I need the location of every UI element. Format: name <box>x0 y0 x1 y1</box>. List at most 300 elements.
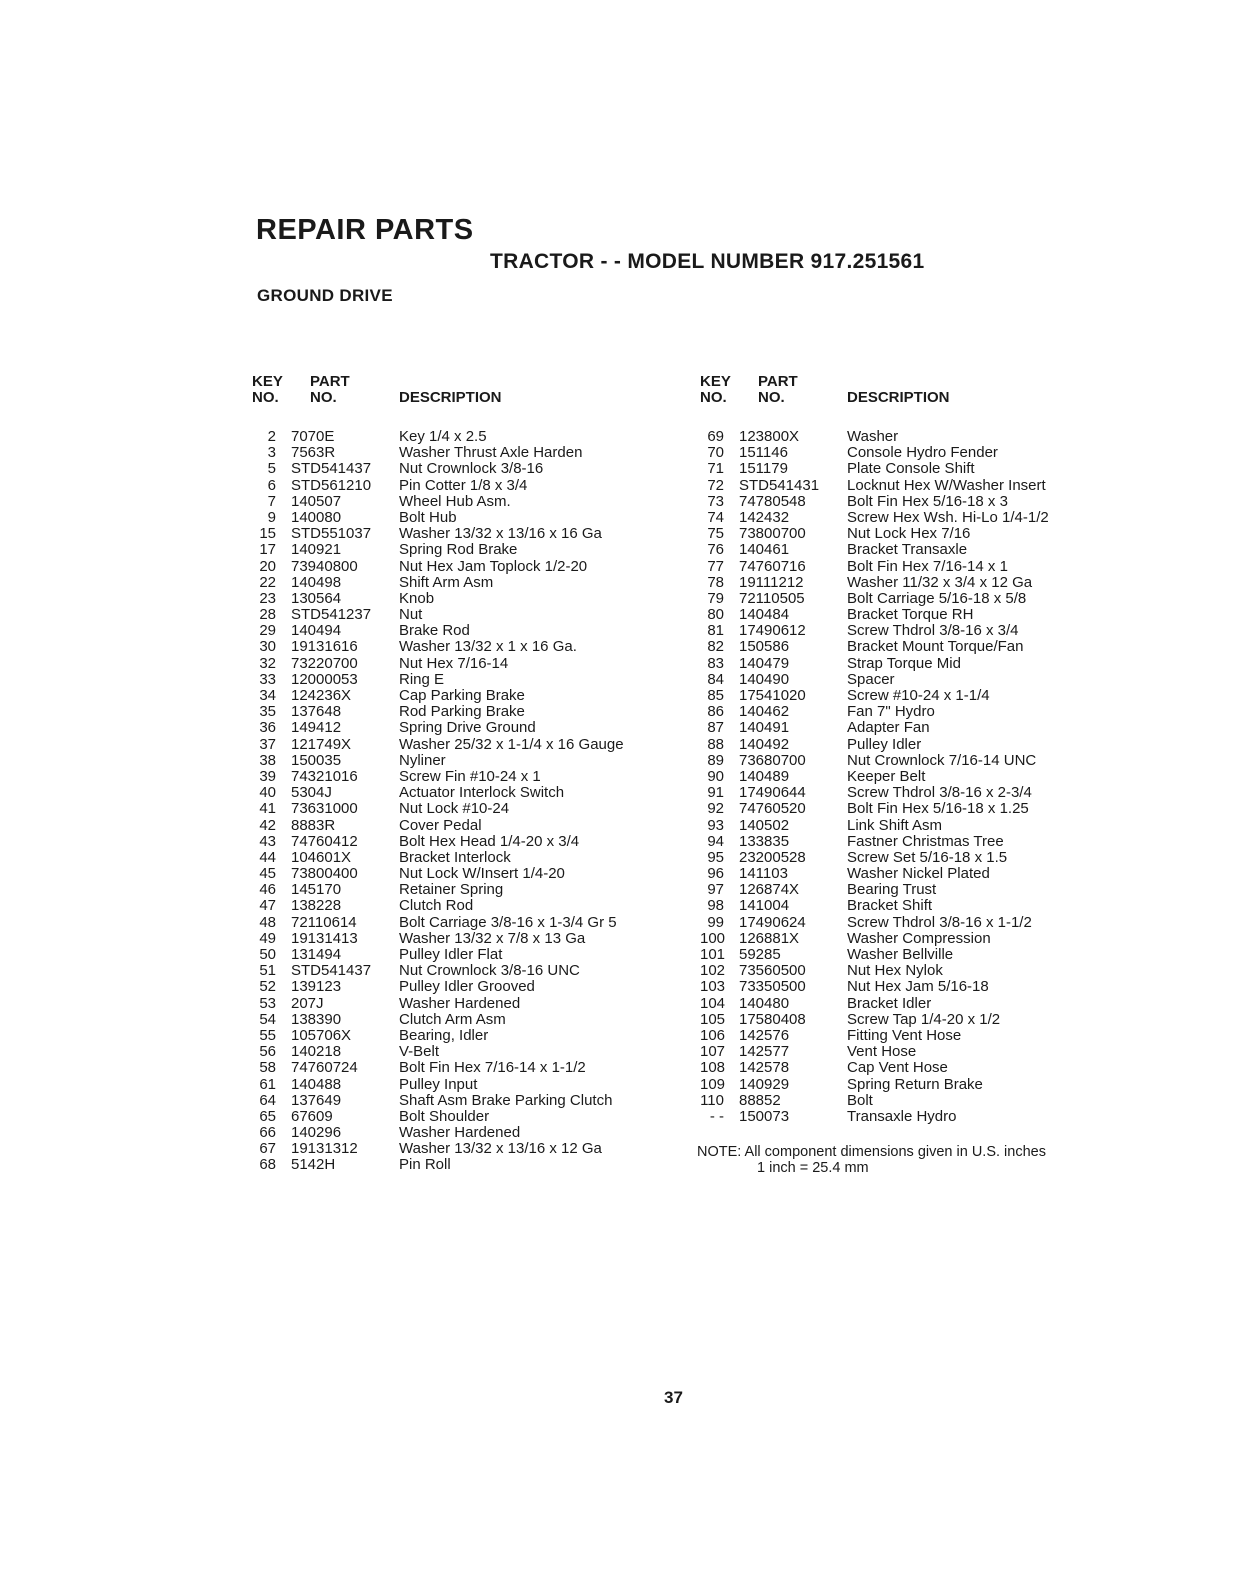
part-description: Cap Parking Brake <box>399 687 525 704</box>
part-number: 73800700 <box>739 525 806 543</box>
part-number: 140479 <box>739 654 790 672</box>
table-row <box>700 1060 1120 1076</box>
table-row <box>252 542 672 558</box>
part-description: Nut Lock #10-24 <box>399 800 510 818</box>
table-row <box>252 1028 672 1044</box>
part-number: 73350500 <box>739 978 806 996</box>
part-description: Bolt Hex Head 1/4-20 x 3/4 <box>399 832 580 850</box>
key-number: 47 <box>259 897 276 915</box>
part-number: 74760724 <box>291 1059 358 1077</box>
part-number: STD561210 <box>291 476 372 494</box>
key-number: 48 <box>259 913 276 931</box>
part-number: 19131312 <box>291 1140 358 1158</box>
key-number: 86 <box>707 703 724 721</box>
key-number: 69 <box>707 428 724 445</box>
table-row <box>252 1157 672 1173</box>
key-number: 58 <box>259 1059 276 1077</box>
table-row <box>252 818 672 834</box>
table-row <box>252 575 672 591</box>
key-number: 36 <box>259 719 276 737</box>
part-number: 207J <box>291 994 324 1012</box>
part-description: Bolt Carriage 3/8-16 x 1-3/4 Gr 5 <box>399 913 617 931</box>
table-row <box>252 947 672 963</box>
header-description: DESCRIPTION <box>847 389 950 406</box>
table-row <box>252 1125 672 1141</box>
page-title: REPAIR PARTS <box>256 214 474 246</box>
part-number: 74321016 <box>291 767 358 785</box>
part-number: 73220700 <box>291 654 358 672</box>
part-number: 140502 <box>739 816 790 834</box>
parts-table-right <box>700 372 1120 1125</box>
part-description: Pulley Idler Grooved <box>399 978 535 996</box>
part-number: 140507 <box>291 492 342 510</box>
table-row <box>700 445 1120 461</box>
key-number: 65 <box>259 1107 276 1125</box>
key-number: 74 <box>707 508 724 526</box>
key-number: 75 <box>707 525 724 543</box>
part-description: Key 1/4 x 2.5 <box>399 428 487 445</box>
part-description: Bracket Shift <box>847 897 933 915</box>
part-description: Washer Bellville <box>847 946 954 963</box>
key-number: 90 <box>707 767 724 785</box>
key-number: 76 <box>707 541 724 559</box>
key-number: 17 <box>259 541 276 559</box>
table-row <box>252 429 672 445</box>
table-row <box>252 559 672 575</box>
table-row <box>252 445 672 461</box>
part-description: Screw Set 5/16-18 x 1.5 <box>847 848 1008 866</box>
part-number: STD541437 <box>291 460 372 478</box>
table-row <box>700 753 1120 769</box>
part-number: 74760716 <box>739 557 806 575</box>
table-row <box>700 834 1120 850</box>
part-description: Nut Lock W/Insert 1/4-20 <box>399 865 565 883</box>
key-number: 85 <box>707 687 724 704</box>
table-row <box>252 866 672 882</box>
part-description: Washer 13/32 x 13/16 x 16 Ga <box>399 525 602 543</box>
key-number: 53 <box>259 994 276 1012</box>
table-row <box>700 704 1120 720</box>
key-number: 82 <box>707 638 724 656</box>
table-row <box>252 801 672 817</box>
part-number: 145170 <box>291 881 342 899</box>
part-number: 138228 <box>291 897 342 915</box>
part-number: 140929 <box>739 1075 790 1093</box>
key-number: 34 <box>259 687 276 704</box>
part-description: Adapter Fan <box>847 719 930 737</box>
part-number: 140461 <box>739 541 790 559</box>
key-number: 107 <box>700 1043 726 1061</box>
key-number: 84 <box>707 670 724 688</box>
part-number: 74760412 <box>291 832 358 850</box>
part-description: Pin Cotter 1/8 x 3/4 <box>399 476 528 494</box>
key-number: 94 <box>707 832 724 850</box>
part-description: Ring E <box>399 670 445 688</box>
key-number: 54 <box>259 1010 276 1028</box>
table-row <box>700 979 1120 995</box>
part-number: 17490644 <box>739 784 806 802</box>
part-number: 142577 <box>739 1043 790 1061</box>
header-part-no: NO. <box>310 389 337 406</box>
part-description: Spring Drive Ground <box>399 719 536 737</box>
table-row <box>700 1012 1120 1028</box>
table-row <box>252 607 672 623</box>
part-number: 150035 <box>291 751 342 769</box>
part-description: V-Belt <box>399 1043 440 1061</box>
table-row <box>700 461 1120 477</box>
table-row <box>700 769 1120 785</box>
key-number: 92 <box>707 800 724 818</box>
part-description: Pin Roll <box>399 1156 451 1174</box>
table-row <box>700 656 1120 672</box>
part-number: 151146 <box>739 444 788 462</box>
part-number: 141004 <box>739 897 790 915</box>
key-number: 104 <box>700 994 726 1012</box>
header-key-no: NO. <box>252 389 279 406</box>
table-row <box>252 1012 672 1028</box>
table-row <box>252 639 672 655</box>
part-description: Wheel Hub Asm. <box>399 492 511 510</box>
part-number: 140494 <box>291 622 342 640</box>
key-number: 33 <box>259 670 276 688</box>
table-row <box>252 1060 672 1076</box>
key-number: 38 <box>259 751 276 769</box>
part-number: 74780548 <box>739 492 806 510</box>
part-number: 130564 <box>291 589 342 607</box>
part-description: Nut <box>399 606 423 624</box>
key-number: 101 <box>700 946 726 963</box>
part-number: 73800400 <box>291 865 358 883</box>
key-number: 37 <box>259 735 276 753</box>
part-number: STD551037 <box>291 525 372 543</box>
key-number: 99 <box>707 913 724 931</box>
key-number: 83 <box>707 654 724 672</box>
part-number: 123800X <box>739 428 800 445</box>
key-number: 64 <box>259 1091 276 1109</box>
part-description: Nut Hex Jam Toplock 1/2-20 <box>399 557 588 575</box>
header-key-no: NO. <box>700 389 727 406</box>
part-description: Bearing Trust <box>847 881 937 899</box>
table-row <box>252 769 672 785</box>
key-number: 81 <box>707 622 724 640</box>
part-description: Brake Rod <box>399 622 470 640</box>
key-number: 78 <box>707 573 724 591</box>
header-part: PART <box>310 373 350 390</box>
table-row <box>700 623 1120 639</box>
part-description: Vent Hose <box>847 1043 917 1061</box>
table-row <box>700 639 1120 655</box>
table-row <box>700 607 1120 623</box>
table-row <box>700 1028 1120 1044</box>
part-description: Fan 7" Hydro <box>847 703 935 721</box>
part-number: 140218 <box>291 1043 342 1061</box>
table-row <box>252 1044 672 1060</box>
key-number: 109 <box>700 1075 726 1093</box>
part-number: 138390 <box>291 1010 342 1028</box>
part-number: 124236X <box>291 687 352 704</box>
part-number: 137649 <box>291 1091 342 1109</box>
part-description: Nut Crownlock 3/8-16 UNC <box>399 962 580 980</box>
key-number: 80 <box>707 606 724 624</box>
key-number: 22 <box>259 573 276 591</box>
note-line-1: NOTE: All component dimensions given in U.S. inches <box>697 1144 1046 1160</box>
key-number: 28 <box>259 606 276 624</box>
key-number: 29 <box>259 622 276 640</box>
part-description: Transaxle Hydro <box>847 1107 957 1125</box>
part-number: 17490624 <box>739 913 806 931</box>
table-row <box>700 1077 1120 1093</box>
table-row <box>252 850 672 866</box>
table-row <box>700 429 1120 445</box>
part-description: Actuator Interlock Switch <box>399 784 565 802</box>
part-description: Nut Hex Jam 5/16-18 <box>847 978 989 996</box>
table-row <box>252 1109 672 1125</box>
part-description: Fitting Vent Hose <box>847 1026 962 1044</box>
table-row <box>700 1109 1120 1125</box>
table-row <box>700 526 1120 542</box>
table-row <box>252 753 672 769</box>
table-row <box>700 510 1120 526</box>
part-number: 74760520 <box>739 800 806 818</box>
part-number: 67609 <box>291 1107 333 1125</box>
table-row <box>700 478 1120 494</box>
part-description: Washer Thrust Axle Harden <box>399 444 583 462</box>
table-row <box>252 656 672 672</box>
table-row <box>252 510 672 526</box>
table-row <box>700 575 1120 591</box>
part-description: Bracket Mount Torque/Fan <box>847 638 1024 656</box>
part-description: Bracket Torque RH <box>847 606 974 624</box>
part-description: Bolt Hub <box>399 508 457 526</box>
table-row <box>700 882 1120 898</box>
part-description: Retainer Spring <box>399 881 504 899</box>
part-description: Washer Hardened <box>399 1124 521 1142</box>
part-number: 72110614 <box>291 913 357 931</box>
table-row <box>700 850 1120 866</box>
note-line-2: 1 inch = 25.4 mm <box>757 1160 869 1176</box>
key-number: 9 <box>267 508 276 526</box>
table-row <box>252 882 672 898</box>
part-description: Nut Hex Nylok <box>847 962 943 980</box>
part-description: Link Shift Asm <box>847 816 943 834</box>
part-number: 5304J <box>291 784 332 802</box>
key-number: - - <box>709 1107 724 1125</box>
part-description: Screw Tap 1/4-20 x 1/2 <box>847 1010 1001 1028</box>
part-number: 140921 <box>291 541 342 559</box>
part-number: 59285 <box>739 946 781 963</box>
part-number: 73680700 <box>739 751 806 769</box>
part-number: 149412 <box>291 719 342 737</box>
table-row <box>252 623 672 639</box>
key-number: 3 <box>267 444 276 462</box>
part-number: 73560500 <box>739 962 806 980</box>
key-number: 56 <box>259 1043 276 1061</box>
key-number: 100 <box>700 929 726 947</box>
table-row <box>700 898 1120 914</box>
table-row <box>252 704 672 720</box>
part-number: 140488 <box>291 1075 342 1093</box>
part-number: 151179 <box>739 460 788 478</box>
table-row <box>700 1093 1120 1109</box>
key-number: 49 <box>259 929 276 947</box>
part-number: 19111212 <box>739 573 804 591</box>
part-description: Bolt <box>847 1091 873 1109</box>
part-number: 23200528 <box>739 848 806 866</box>
table-row <box>700 963 1120 979</box>
parts-list-right <box>700 429 1120 1125</box>
key-number: 96 <box>707 865 724 883</box>
key-number: 68 <box>259 1156 276 1174</box>
table-row <box>252 1077 672 1093</box>
part-description: Bolt Fin Hex 7/16-14 x 1-1/2 <box>399 1059 586 1077</box>
part-number: 73940800 <box>291 557 358 575</box>
part-number: 17541020 <box>739 687 806 704</box>
key-number: 7 <box>267 492 276 510</box>
table-row <box>252 898 672 914</box>
part-number: 19131413 <box>291 929 358 947</box>
parts-list-left <box>252 429 672 1174</box>
part-number: 142578 <box>739 1059 790 1077</box>
part-number: STD541237 <box>291 606 372 624</box>
key-number: 45 <box>259 865 276 883</box>
key-number: 39 <box>259 767 276 785</box>
part-number: 133835 <box>739 832 790 850</box>
part-number: 150073 <box>739 1107 790 1125</box>
part-description: Washer 11/32 x 3/4 x 12 Ga <box>847 573 1033 591</box>
table-row <box>252 737 672 753</box>
table-row <box>700 542 1120 558</box>
part-description: Knob <box>399 589 435 607</box>
part-number: 140080 <box>291 508 342 526</box>
key-number: 102 <box>700 962 726 980</box>
part-description: Screw Thdrol 3/8-16 x 1-1/2 <box>847 913 1032 931</box>
key-number: 46 <box>259 881 276 899</box>
key-number: 15 <box>259 525 276 543</box>
key-number: 97 <box>707 881 724 899</box>
table-row <box>252 785 672 801</box>
table-row <box>252 1093 672 1109</box>
part-description: Locknut Hex W/Washer Insert <box>847 476 1046 494</box>
part-number: 17580408 <box>739 1010 806 1028</box>
part-description: Clutch Rod <box>399 897 474 915</box>
page-number: 37 <box>664 1388 683 1407</box>
key-number: 35 <box>259 703 276 721</box>
model-subtitle: TRACTOR - - MODEL NUMBER 917.251561 <box>490 250 925 273</box>
part-description: Plate Console Shift <box>847 460 975 478</box>
part-description: Pulley Input <box>399 1075 478 1093</box>
part-description: Screw Thdrol 3/8-16 x 3/4 <box>847 622 1019 640</box>
part-number: 140491 <box>739 719 790 737</box>
table-header <box>700 372 1120 412</box>
parts-table-left <box>252 372 672 1174</box>
table-row <box>700 591 1120 607</box>
part-description: Nut Crownlock 7/16-14 UNC <box>847 751 1037 769</box>
header-part: PART <box>758 373 798 390</box>
part-description: Washer Compression <box>847 929 991 947</box>
part-description: Shift Arm Asm <box>399 573 494 591</box>
section-heading: GROUND DRIVE <box>257 286 393 305</box>
part-number: 88852 <box>739 1091 781 1109</box>
part-description: Washer 13/32 x 1 x 16 Ga. <box>399 638 577 656</box>
part-description: Screw #10-24 x 1-1/4 <box>847 687 990 704</box>
key-number: 5 <box>267 460 276 478</box>
key-number: 66 <box>259 1124 276 1142</box>
key-number: 95 <box>707 848 724 866</box>
part-description: Spring Return Brake <box>847 1075 983 1093</box>
part-description: Bolt Fin Hex 5/16-18 x 1.25 <box>847 800 1029 818</box>
key-number: 71 <box>707 460 724 478</box>
table-row <box>252 494 672 510</box>
key-number: 44 <box>259 848 276 866</box>
table-row <box>252 526 672 542</box>
part-number: 140489 <box>739 767 790 785</box>
table-row <box>700 818 1120 834</box>
part-description: Fastner Christmas Tree <box>847 832 1004 850</box>
part-description: Bracket Interlock <box>399 848 511 866</box>
part-number: 142432 <box>739 508 790 526</box>
part-description: Screw Thdrol 3/8-16 x 2-3/4 <box>847 784 1032 802</box>
key-number: 30 <box>259 638 276 656</box>
part-description: Screw Hex Wsh. Hi-Lo 1/4-1/2 <box>847 508 1049 526</box>
part-number: 139123 <box>291 978 342 996</box>
part-description: Spring Rod Brake <box>399 541 518 559</box>
part-description: Keeper Belt <box>847 767 926 785</box>
part-number: 126881X <box>739 929 800 947</box>
part-number: 150586 <box>739 638 790 656</box>
key-number: 79 <box>707 589 724 607</box>
table-row <box>252 979 672 995</box>
part-number: 7070E <box>291 428 335 445</box>
part-number: 137648 <box>291 703 342 721</box>
part-number: 105706X <box>291 1026 352 1044</box>
part-description: Cap Vent Hose <box>847 1059 948 1077</box>
part-number: 8883R <box>291 816 336 834</box>
part-number: 121749X <box>291 735 352 753</box>
header-key: KEY <box>700 373 731 390</box>
table-row <box>252 963 672 979</box>
key-number: 91 <box>707 784 724 802</box>
part-description: Nut Hex 7/16-14 <box>399 654 509 672</box>
dimension-note <box>697 1144 1046 1176</box>
key-number: 23 <box>259 589 276 607</box>
table-row <box>252 915 672 931</box>
header-description: DESCRIPTION <box>399 389 502 406</box>
key-number: 93 <box>707 816 724 834</box>
part-number: 72110505 <box>739 589 805 607</box>
table-row <box>252 591 672 607</box>
table-row <box>700 494 1120 510</box>
table-row <box>700 947 1120 963</box>
part-description: Washer Nickel Plated <box>847 865 990 883</box>
table-row <box>700 688 1120 704</box>
table-row <box>700 785 1120 801</box>
table-row <box>252 834 672 850</box>
part-description: Bolt Fin Hex 5/16-18 x 3 <box>847 492 1008 510</box>
table-header <box>252 372 672 412</box>
key-number: 32 <box>259 654 276 672</box>
key-number: 108 <box>700 1059 726 1077</box>
part-description: Washer 13/32 x 7/8 x 13 Ga <box>399 929 586 947</box>
part-description: Washer 13/32 x 13/16 x 12 Ga <box>399 1140 602 1158</box>
part-description: Washer Hardened <box>399 994 521 1012</box>
part-description: Bolt Carriage 5/16-18 x 5/8 <box>847 589 1027 607</box>
part-number: 140492 <box>739 735 790 753</box>
part-number: 140498 <box>291 573 342 591</box>
part-description: Bolt Fin Hex 7/16-14 x 1 <box>847 557 1008 575</box>
table-row <box>252 720 672 736</box>
part-description: Bolt Shoulder <box>399 1107 490 1125</box>
part-number: 140484 <box>739 606 790 624</box>
